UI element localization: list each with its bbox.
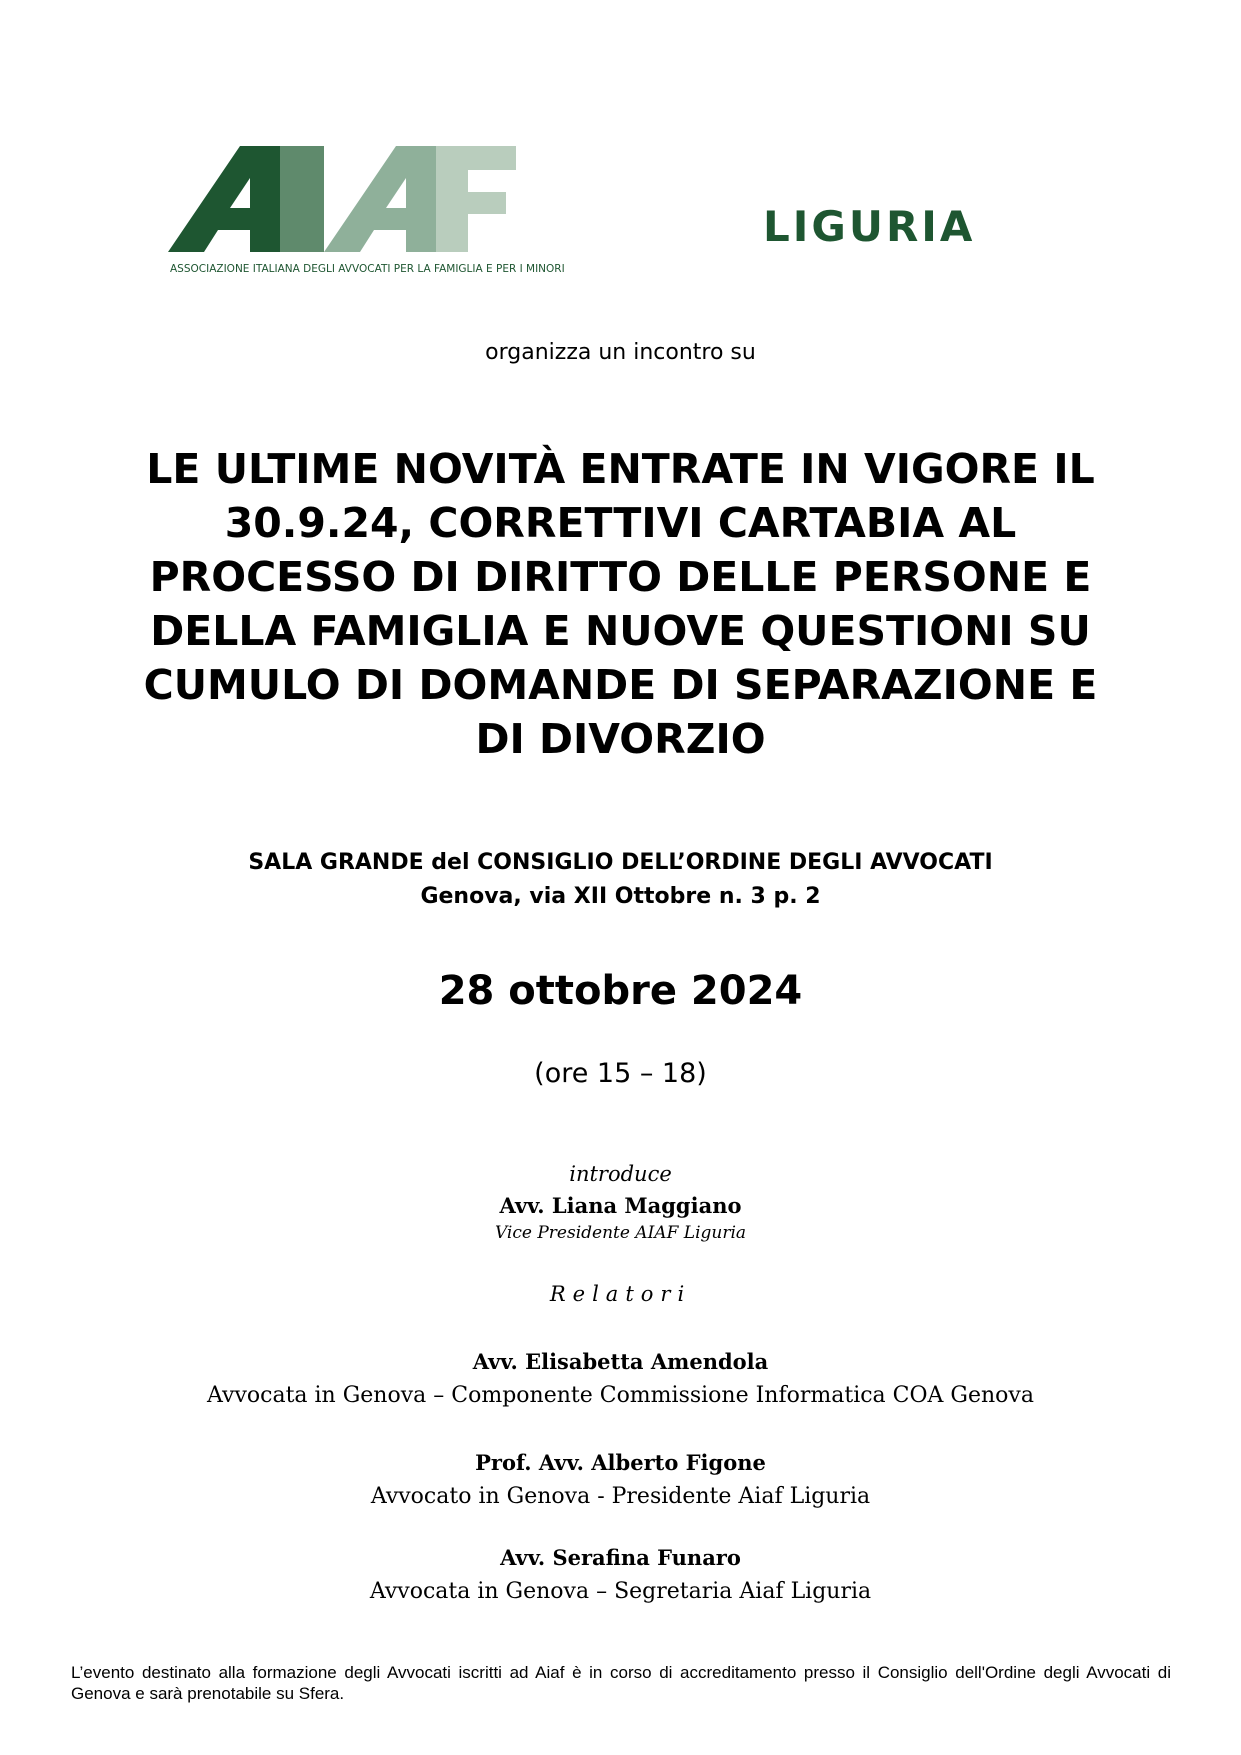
aiaf-logo [168,140,1068,280]
logo-region-text: LIGURIA [763,202,976,251]
event-title-line: DI DIVORZIO [475,715,766,763]
event-title-line: 30.9.24, CORRETTIVI CARTABIA AL [224,499,1017,547]
aiaf-wordmark-logo [168,140,748,280]
speaker-role: Avvocato in Genova - Presidente Aiaf Liguria [370,1484,871,1509]
intro-line: organizza un incontro su [485,340,756,365]
event-title [40,442,1201,766]
event-title-line: LE ULTIME NOVITÀ ENTRATE IN VIGORE IL [146,445,1095,493]
event-title-line: PROCESSO DI DIRITTO DELLE PERSONE E [149,553,1092,601]
speaker-name: Avv. Serafina Funaro [500,1545,741,1570]
speaker-name: Prof. Avv. Alberto Figone [475,1450,766,1475]
event-hours: (ore 15 – 18) [534,1058,707,1089]
event-date: 28 ottobre 2024 [438,968,803,1014]
event-title-line: DELLA FAMIGLIA E NUOVE QUESTIONI SU [150,607,1091,655]
speaker-name: Avv. Elisabetta Amendola [472,1349,769,1374]
introducer-role: Vice Presidente AIAF Liguria [494,1223,747,1243]
event-title-line: CUMULO DI DOMANDE DI SEPARAZIONE E [143,661,1098,709]
speakers-heading: Relatori [549,1282,692,1306]
speaker-role: Avvocata in Genova – Segretaria Aiaf Liguria [369,1579,872,1604]
footer-note: L’evento destinato alla formazione degli Avvocati iscritti ad Aiaf è in corso di accreditamento presso il Consiglio dell'Ordine degli Avvocati di Genova e sarà prenotabile su Sfera. [71,1663,1171,1703]
venue-name: SALA GRANDE del CONSIGLIO DELL’ORDINE DEGLI AVVOCATI [248,850,993,875]
introducer-name: Avv. Liana Maggiano [499,1193,742,1218]
venue-address: Genova, via XII Ottobre n. 3 p. 2 [420,884,821,909]
speaker-role: Avvocata in Genova – Componente Commissione Informatica COA Genova [207,1383,1034,1408]
logo-tagline: ASSOCIAZIONE ITALIANA DEGLI AVVOCATI PER LA FAMIGLIA E PER I MINORI [170,263,565,275]
introduce-label: introduce [569,1162,672,1186]
